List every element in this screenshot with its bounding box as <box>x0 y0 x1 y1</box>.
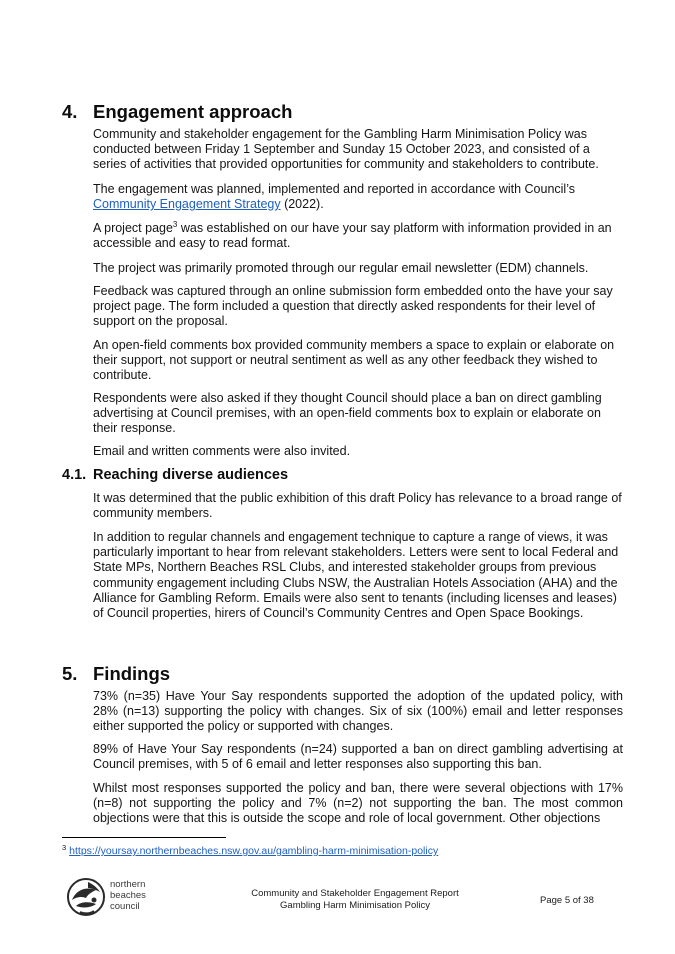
section-4-1-heading <box>62 467 288 483</box>
community-engagement-strategy-link[interactable]: Community Engagement Strategy <box>93 197 281 212</box>
footer-report-title <box>230 888 480 912</box>
logo-line: council <box>110 901 140 912</box>
text-run: A project page <box>93 221 173 235</box>
section-4-heading <box>62 101 292 123</box>
footnote <box>62 842 439 857</box>
paragraph: The project was primarily promoted through our regular email newsletter (EDM) channels. <box>93 261 589 275</box>
logo-wordmark <box>110 879 146 912</box>
section-5-heading <box>62 663 170 685</box>
footnote-marker: 3 <box>62 842 67 852</box>
paragraph <box>93 182 623 212</box>
council-emblem-icon <box>66 876 106 918</box>
text-run: The engagement was planned, implemented and reported in accordance with Council’s <box>93 182 576 196</box>
report-title: Community and Stakeholder Engagement Report <box>251 888 459 899</box>
council-logo <box>66 876 186 920</box>
footnote-url-link[interactable]: https://yoursay.northernbeaches.nsw.gov.au/gambling-harm-minimisation-policy <box>69 845 439 857</box>
paragraph <box>93 221 623 251</box>
text-run: (2022). <box>280 197 324 212</box>
paragraph: An open-field comments box provided community members a space to explain or elaborate on their support, not support or neutral sentiment as well as any other feedback they wished to contribute. <box>93 338 615 383</box>
text-run: was established on our have your say platform with information provided in an accessible and easy to read format. <box>93 221 612 251</box>
paragraph: Feedback was captured through an online submission form embedded onto the have your say project page. The form included a question that directly asked respondents for their level of support on the proposal. <box>93 284 613 329</box>
paragraph: 73% (n=35) Have Your Say respondents supported the adoption of the updated policy, with 28% (n=13) supporting the policy with changes. Six of six (100%) email and letter responses either supported the policy or supported with changes. <box>93 689 623 734</box>
section-title: Engagement approach <box>93 101 293 122</box>
footnote-divider <box>62 837 226 838</box>
page-number: Page 5 of 38 <box>540 895 594 906</box>
footnote-reference[interactable]: 3 <box>172 219 178 229</box>
paragraph: 89% of Have Your Say respondents (n=24) supported a ban on direct gambling advertising at Council premises, with 5 of 6 email and letter responses also supporting this ban. <box>93 742 623 772</box>
paragraph: In addition to regular channels and engagement technique to capture a range of views, it was particularly important to hear from relevant stakeholders. Letters were sent to local Federal and State MPs, Northern Beaches RSL Clubs, and interested stakeholder groups from previous community engagement including Clubs NSW, the Australian Hotels Association (AHA) and the Alliance for Gambling Reform. Emails were also sent to tenants (including licenses and leases) of Council properties, hirers of Council’s Community Centres and Open Space Bookings. <box>93 530 619 621</box>
paragraph: Whilst most responses supported the policy and ban, there were several objections with 17% (n=8) not supporting the policy and 7% (n=2) not supporting the ban. The most common objections were that this is outside the scope and role of local government. Other objections <box>93 781 623 826</box>
paragraph: Community and stakeholder engagement for the Gambling Harm Minimisation Policy was conducted between Friday 1 September and Sunday 15 October 2023, and consisted of a series of activities that provided opportunities for community and stakeholders to contribute. <box>93 127 599 172</box>
section-number: 5. <box>62 663 78 684</box>
section-number: 4.1. <box>62 467 87 483</box>
paragraph: Respondents were also asked if they thought Council should place a ban on direct gambling advertising at Council premises, with an open-field comments box to explain or elaborate on their response. <box>93 391 602 436</box>
report-subtitle: Gambling Harm Minimisation Policy <box>280 900 430 911</box>
section-number: 4. <box>62 101 78 122</box>
logo-line: beaches <box>110 890 146 901</box>
section-title: Findings <box>93 663 171 684</box>
paragraph: Email and written comments were also invited. <box>93 444 351 458</box>
paragraph: It was determined that the public exhibition of this draft Policy has relevance to a broad range of community members. <box>93 491 622 521</box>
section-title: Reaching diverse audiences <box>93 467 289 483</box>
logo-line: northern <box>110 879 146 890</box>
